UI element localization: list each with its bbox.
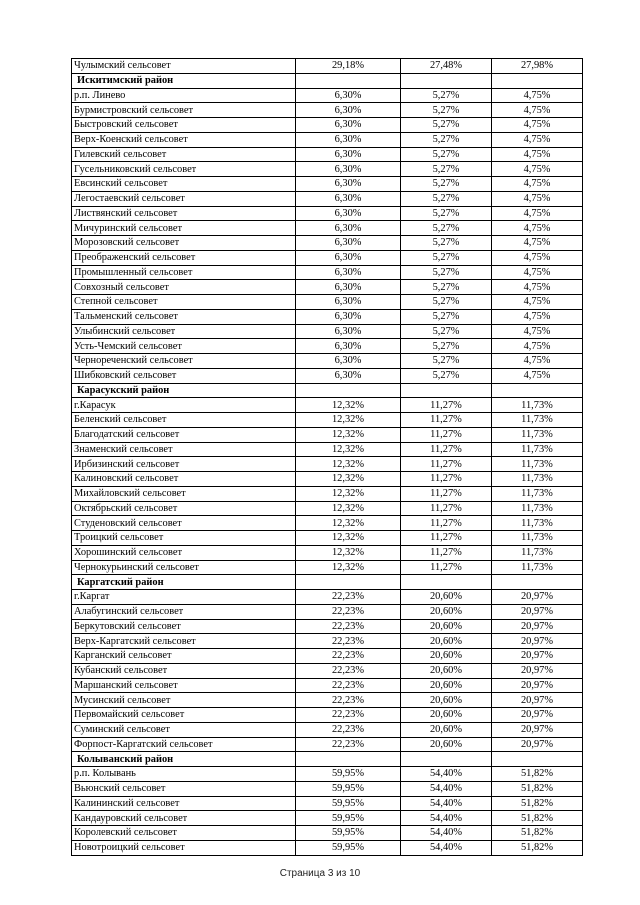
value-cell-2: 5,27% [401,368,492,383]
section-row [72,575,583,590]
table-row [72,295,583,310]
settlement-name: г.Каргат [72,590,296,605]
table-row [72,826,583,841]
value-cell-2: 5,27% [401,309,492,324]
value-cell-2: 5,27% [401,339,492,354]
value-cell-3: 4,75% [492,324,583,339]
value-cell-3: 20,97% [492,604,583,619]
value-cell-1: 6,30% [296,221,401,236]
settlement-name: Евсинский сельсовет [72,177,296,192]
value-cell-2 [401,752,492,767]
value-cell-3: 51,82% [492,811,583,826]
settlement-name: Преображенский сельсовет [72,250,296,265]
value-cell-1: 6,30% [296,339,401,354]
value-cell-1: 59,95% [296,767,401,782]
value-cell-1: 59,95% [296,781,401,796]
value-cell-3: 27,98% [492,59,583,74]
table-row [72,309,583,324]
table-row [72,413,583,428]
settlement-name: Беленский сельсовет [72,413,296,428]
value-cell-2: 27,48% [401,59,492,74]
table-row [72,354,583,369]
settlement-name: Маршанский сельсовет [72,678,296,693]
value-cell-1 [296,752,401,767]
settlement-name: Промышленный сельсовет [72,265,296,280]
value-cell-2: 5,27% [401,280,492,295]
value-cell-1: 6,30% [296,206,401,221]
table-row [72,250,583,265]
table-row [72,722,583,737]
settlement-name: Хорошинский сельсовет [72,545,296,560]
value-cell-1: 6,30% [296,162,401,177]
value-cell-2: 5,27% [401,265,492,280]
value-cell-2: 20,60% [401,737,492,752]
settlement-name: Легостаевский сельсовет [72,191,296,206]
value-cell-2: 11,27% [401,516,492,531]
settlement-name: Троицкий сельсовет [72,531,296,546]
value-cell-2: 11,27% [401,442,492,457]
value-cell-1: 12,32% [296,486,401,501]
value-cell-1: 22,23% [296,604,401,619]
settlement-name: Улыбинский сельсовет [72,324,296,339]
value-cell-1: 12,32% [296,545,401,560]
value-cell-3: 51,82% [492,826,583,841]
settlement-name: Тальменский сельсовет [72,309,296,324]
settlement-name: Шибковский сельсовет [72,368,296,383]
settlement-name: Михайловский сельсовет [72,486,296,501]
settlement-name: Суминский сельсовет [72,722,296,737]
table-row [72,840,583,855]
value-cell-1: 22,23% [296,722,401,737]
value-cell-1: 12,32% [296,501,401,516]
value-cell-3: 11,73% [492,560,583,575]
value-cell-3: 4,75% [492,162,583,177]
value-cell-3: 11,73% [492,442,583,457]
section-row [72,752,583,767]
value-cell-2: 20,60% [401,604,492,619]
district-name: Каргатский район [72,575,296,590]
value-cell-1: 6,30% [296,177,401,192]
value-cell-2 [401,73,492,88]
value-cell-3: 4,75% [492,191,583,206]
settlement-name: Новотроицкий сельсовет [72,840,296,855]
value-cell-2: 5,27% [401,177,492,192]
table-row [72,427,583,442]
table-row [72,162,583,177]
settlement-name: Кандауровский сельсовет [72,811,296,826]
settlement-name: Мичуринский сельсовет [72,221,296,236]
settlement-name: Первомайский сельсовет [72,708,296,723]
table-row [72,486,583,501]
settlement-name: Чулымский сельсовет [72,59,296,74]
value-cell-2 [401,383,492,398]
value-cell-1: 6,30% [296,354,401,369]
table-row [72,221,583,236]
value-cell-3: 51,82% [492,796,583,811]
value-cell-2: 11,27% [401,545,492,560]
value-cell-1: 29,18% [296,59,401,74]
value-cell-3: 20,97% [492,634,583,649]
value-cell-2: 20,60% [401,693,492,708]
value-cell-2: 5,27% [401,354,492,369]
value-cell-3: 4,75% [492,354,583,369]
value-cell-2: 20,60% [401,619,492,634]
value-cell-3: 20,97% [492,722,583,737]
value-cell-2: 5,27% [401,103,492,118]
value-cell-2: 20,60% [401,708,492,723]
settlement-name: Быстровский сельсовет [72,118,296,133]
value-cell-3: 4,75% [492,132,583,147]
table-row [72,132,583,147]
table-row [72,708,583,723]
value-cell-2: 5,27% [401,206,492,221]
settlement-name: Гилевский сельсовет [72,147,296,162]
table-row [72,545,583,560]
value-cell-3: 11,73% [492,472,583,487]
data-table [71,58,583,856]
value-cell-3: 11,73% [492,545,583,560]
settlement-name: Гусельниковский сельсовет [72,162,296,177]
table-row [72,59,583,74]
settlement-name: Верх-Каргатский сельсовет [72,634,296,649]
value-cell-3 [492,383,583,398]
value-cell-1: 6,30% [296,118,401,133]
value-cell-3: 4,75% [492,280,583,295]
value-cell-2: 5,27% [401,88,492,103]
table-row [72,88,583,103]
table-row [72,693,583,708]
value-cell-2: 54,40% [401,767,492,782]
table-row [72,781,583,796]
value-cell-3: 51,82% [492,767,583,782]
value-cell-3: 11,73% [492,501,583,516]
value-cell-2: 11,27% [401,457,492,472]
value-cell-3: 20,97% [492,737,583,752]
settlement-name: Морозовский сельсовет [72,236,296,251]
value-cell-1: 12,32% [296,427,401,442]
table-row [72,398,583,413]
table-row [72,531,583,546]
value-cell-3: 20,97% [492,619,583,634]
value-cell-1: 6,30% [296,147,401,162]
value-cell-2: 5,27% [401,236,492,251]
value-cell-3: 4,75% [492,250,583,265]
table-row [72,767,583,782]
table-row [72,634,583,649]
settlement-name: р.п. Линево [72,88,296,103]
value-cell-1: 6,30% [296,280,401,295]
value-cell-3: 4,75% [492,295,583,310]
value-cell-3 [492,575,583,590]
value-cell-3: 4,75% [492,118,583,133]
settlement-name: Листвянский сельсовет [72,206,296,221]
settlement-name: Верх-Коенский сельсовет [72,132,296,147]
value-cell-1: 22,23% [296,590,401,605]
value-cell-1: 6,30% [296,250,401,265]
table-row [72,442,583,457]
value-cell-3: 4,75% [492,147,583,162]
value-cell-1: 12,32% [296,472,401,487]
value-cell-3: 11,73% [492,516,583,531]
table-row [72,737,583,752]
settlement-name: Карганский сельсовет [72,649,296,664]
value-cell-3: 11,73% [492,531,583,546]
table-row [72,177,583,192]
settlement-name: р.п. Колывань [72,767,296,782]
value-cell-3: 11,73% [492,427,583,442]
table-row [72,103,583,118]
settlement-name: Чернореченский сельсовет [72,354,296,369]
value-cell-3: 20,97% [492,649,583,664]
value-cell-3: 4,75% [492,236,583,251]
settlement-name: Кубанский сельсовет [72,663,296,678]
settlement-name: Беркутовский сельсовет [72,619,296,634]
value-cell-1: 22,23% [296,663,401,678]
value-cell-2: 5,27% [401,324,492,339]
settlement-name: Калининский сельсовет [72,796,296,811]
value-cell-3: 4,75% [492,309,583,324]
value-cell-1: 12,32% [296,413,401,428]
district-name: Искитимский район [72,73,296,88]
settlement-name: Чернокурьинский сельсовет [72,560,296,575]
value-cell-2: 5,27% [401,295,492,310]
value-cell-3: 4,75% [492,339,583,354]
value-cell-2: 5,27% [401,147,492,162]
table-row [72,368,583,383]
value-cell-3: 4,75% [492,88,583,103]
value-cell-1: 6,30% [296,132,401,147]
value-cell-1 [296,73,401,88]
value-cell-2: 11,27% [401,560,492,575]
value-cell-2: 54,40% [401,781,492,796]
value-cell-2: 20,60% [401,663,492,678]
table-row [72,147,583,162]
table-row [72,501,583,516]
value-cell-1: 59,95% [296,811,401,826]
value-cell-1: 22,23% [296,649,401,664]
settlement-name: Королевский сельсовет [72,826,296,841]
value-cell-1: 6,30% [296,103,401,118]
settlement-name: Студеновский сельсовет [72,516,296,531]
table-body [72,59,583,856]
value-cell-3: 20,97% [492,693,583,708]
value-cell-1: 6,30% [296,368,401,383]
value-cell-3: 4,75% [492,368,583,383]
table-row [72,191,583,206]
table-row [72,280,583,295]
value-cell-3: 11,73% [492,413,583,428]
value-cell-2: 20,60% [401,722,492,737]
table-row [72,796,583,811]
value-cell-1: 6,30% [296,88,401,103]
settlement-name: Форпост-Каргатский сельсовет [72,737,296,752]
value-cell-2: 11,27% [401,427,492,442]
value-cell-2 [401,575,492,590]
table-row [72,619,583,634]
value-cell-2: 11,27% [401,531,492,546]
value-cell-3: 4,75% [492,103,583,118]
settlement-name: Благодатский сельсовет [72,427,296,442]
value-cell-2: 11,27% [401,398,492,413]
value-cell-3: 51,82% [492,781,583,796]
table-row [72,472,583,487]
value-cell-1: 12,32% [296,516,401,531]
value-cell-3: 20,97% [492,678,583,693]
value-cell-2: 11,27% [401,486,492,501]
value-cell-2: 5,27% [401,250,492,265]
table-row [72,265,583,280]
table-row [72,206,583,221]
table-row [72,811,583,826]
value-cell-1: 12,32% [296,560,401,575]
value-cell-1: 12,32% [296,398,401,413]
value-cell-2: 20,60% [401,649,492,664]
settlement-name: Калиновский сельсовет [72,472,296,487]
value-cell-3: 11,73% [492,398,583,413]
value-cell-2: 5,27% [401,132,492,147]
settlement-name: Усть-Чемский сельсовет [72,339,296,354]
value-cell-1: 22,23% [296,693,401,708]
value-cell-1: 22,23% [296,708,401,723]
value-cell-2: 5,27% [401,118,492,133]
table-row [72,649,583,664]
value-cell-3: 4,75% [492,177,583,192]
value-cell-1: 22,23% [296,678,401,693]
table-row [72,678,583,693]
table-row [72,236,583,251]
value-cell-1: 59,95% [296,840,401,855]
value-cell-1: 6,30% [296,295,401,310]
table-row [72,118,583,133]
table-row [72,457,583,472]
value-cell-1: 6,30% [296,191,401,206]
value-cell-2: 20,60% [401,634,492,649]
value-cell-2: 11,27% [401,501,492,516]
page-number: Страница 3 из 10 [279,868,361,879]
section-row [72,73,583,88]
value-cell-1 [296,575,401,590]
value-cell-1: 22,23% [296,634,401,649]
settlement-name: Октябрьский сельсовет [72,501,296,516]
value-cell-1: 6,30% [296,236,401,251]
value-cell-3: 20,97% [492,590,583,605]
value-cell-2: 20,60% [401,678,492,693]
value-cell-3: 4,75% [492,221,583,236]
value-cell-3: 4,75% [492,206,583,221]
value-cell-2: 54,40% [401,840,492,855]
table-row [72,339,583,354]
settlement-name: г.Карасук [72,398,296,413]
value-cell-1: 22,23% [296,619,401,634]
value-cell-2: 54,40% [401,811,492,826]
value-cell-3 [492,73,583,88]
settlement-name: Алабугинский сельсовет [72,604,296,619]
value-cell-3: 20,97% [492,708,583,723]
value-cell-1: 6,30% [296,309,401,324]
value-cell-2: 20,60% [401,590,492,605]
table-row [72,560,583,575]
value-cell-1 [296,383,401,398]
settlement-name: Вьюнский сельсовет [72,781,296,796]
value-cell-3: 20,97% [492,663,583,678]
settlement-name: Ирбизинский сельсовет [72,457,296,472]
table-row [72,604,583,619]
table-row [72,324,583,339]
settlement-name: Знаменский сельсовет [72,442,296,457]
value-cell-2: 54,40% [401,796,492,811]
value-cell-2: 5,27% [401,221,492,236]
value-cell-3: 51,82% [492,840,583,855]
value-cell-1: 22,23% [296,737,401,752]
value-cell-2: 5,27% [401,162,492,177]
value-cell-1: 6,30% [296,265,401,280]
value-cell-3 [492,752,583,767]
value-cell-2: 54,40% [401,826,492,841]
value-cell-1: 6,30% [296,324,401,339]
value-cell-3: 11,73% [492,457,583,472]
value-cell-2: 11,27% [401,413,492,428]
value-cell-1: 12,32% [296,457,401,472]
district-name: Карасукский район [72,383,296,398]
section-row [72,383,583,398]
district-name: Колыванский район [72,752,296,767]
value-cell-1: 59,95% [296,796,401,811]
value-cell-3: 11,73% [492,486,583,501]
table-row [72,663,583,678]
table-row [72,590,583,605]
settlement-name: Мусинский сельсовет [72,693,296,708]
value-cell-3: 4,75% [492,265,583,280]
value-cell-2: 5,27% [401,191,492,206]
settlement-name: Бурмистровский сельсовет [72,103,296,118]
value-cell-1: 59,95% [296,826,401,841]
value-cell-2: 11,27% [401,472,492,487]
value-cell-1: 12,32% [296,442,401,457]
settlement-name: Совхозный сельсовет [72,280,296,295]
value-cell-1: 12,32% [296,531,401,546]
table-row [72,516,583,531]
settlement-name: Степной сельсовет [72,295,296,310]
